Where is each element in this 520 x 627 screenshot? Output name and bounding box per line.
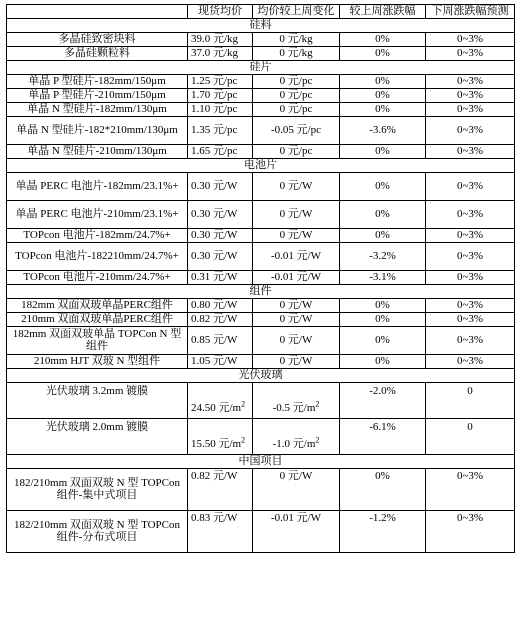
row-change: -0.5 元$/m^2$ <box>253 382 340 418</box>
table-row <box>7 298 515 312</box>
row-price: 1.25 元/pc <box>188 74 253 88</box>
row-forecast: 0 <box>426 418 515 454</box>
row-change: 0 元/W <box>253 172 340 200</box>
row-name: 光伏玻璃 2.0mm 镀膜 <box>7 418 188 454</box>
row-change: 0 元/W <box>253 228 340 242</box>
row-forecast: 0~3% <box>426 144 515 158</box>
row-change: 0 元/W <box>253 298 340 312</box>
row-name: 多晶硅致密块料 <box>7 32 188 46</box>
table-row <box>7 172 515 200</box>
section-header-glass <box>7 368 515 382</box>
row-change: 0 元/kg <box>253 32 340 46</box>
row-name: 182/210mm 双面双玻 N 型 TOPCon 组件-集中式项目 <box>7 468 188 510</box>
row-forecast: 0~3% <box>426 354 515 368</box>
row-name: 210mm 双面双玻单晶PERC组件 <box>7 312 188 326</box>
row-name: 182mm 双面双玻单晶 TOPCon N 型组件 <box>7 326 188 354</box>
row-forecast: 0~3% <box>426 242 515 270</box>
row-pct: -3.1% <box>340 270 426 284</box>
row-forecast: 0~3% <box>426 116 515 144</box>
table-row <box>7 116 515 144</box>
row-change: 0 元/pc <box>253 144 340 158</box>
row-price: 1.35 元/pc <box>188 116 253 144</box>
row-name: 182mm 双面双玻单晶PERC组件 <box>7 298 188 312</box>
table-row <box>7 200 515 228</box>
header-weekly-pct: 较上周涨跌幅 <box>340 5 426 19</box>
section-header-china-projects <box>7 454 515 468</box>
row-price: 0.30 元/W <box>188 242 253 270</box>
section-header-cell <box>7 158 515 172</box>
row-pct: -3.2% <box>340 242 426 270</box>
row-price: 0.82 元/W <box>188 312 253 326</box>
row-change: 0 元/kg <box>253 46 340 60</box>
row-change: 0 元/W <box>253 200 340 228</box>
row-change: 0 元/W <box>253 354 340 368</box>
row-pct: 0% <box>340 74 426 88</box>
row-pct: 0% <box>340 144 426 158</box>
row-price: 0.82 元/W <box>188 468 253 510</box>
table-row <box>7 270 515 284</box>
row-forecast: 0 <box>426 382 515 418</box>
row-change: -0.01 元/W <box>253 510 340 552</box>
row-pct: 0% <box>340 468 426 510</box>
row-pct: 0% <box>340 312 426 326</box>
table-row <box>7 312 515 326</box>
row-change: 0 元/W <box>253 312 340 326</box>
header-forecast: 下周涨跌幅预测 <box>426 5 515 19</box>
row-name: TOPcon 电池片-182mm/24.7%+ <box>7 228 188 242</box>
row-price: 1.10 元/pc <box>188 102 253 116</box>
row-forecast: 0~3% <box>426 270 515 284</box>
row-forecast: 0~3% <box>426 102 515 116</box>
row-name: 单晶 P 型硅片-210mm/150μm <box>7 88 188 102</box>
row-pct: -6.1% <box>340 418 426 454</box>
section-title: 中国项目 <box>7 454 515 468</box>
row-pct: 0% <box>340 46 426 60</box>
row-name: TOPcon 电池片-210mm/24.7%+ <box>7 270 188 284</box>
row-pct: 0% <box>340 354 426 368</box>
row-price: 1.05 元/W <box>188 354 253 368</box>
row-price: 0.85 元/W <box>188 326 253 354</box>
row-change: -1.0 元$/m^2$ <box>253 418 340 454</box>
row-price: 1.65 元/pc <box>188 144 253 158</box>
row-forecast: 0~3% <box>426 46 515 60</box>
row-change: -0.05 元/pc <box>253 116 340 144</box>
row-price: 24.50 元$/m^2$ <box>188 382 253 418</box>
row-name: 单晶 N 型硅片-182*210mm/130μm <box>7 116 188 144</box>
row-forecast: 0~3% <box>426 510 515 552</box>
table-row <box>7 354 515 368</box>
row-pct: 0% <box>340 172 426 200</box>
header-weekly-change: 均价较上周变化 <box>253 5 340 19</box>
row-price: 0.31 元/W <box>188 270 253 284</box>
row-pct: -3.6% <box>340 116 426 144</box>
row-change: 0 元/W <box>253 326 340 354</box>
row-pct: 0% <box>340 88 426 102</box>
section-title: 光伏玻璃 <box>7 368 515 382</box>
row-price: 39.0 元/kg <box>188 32 253 46</box>
row-price: 0.30 元/W <box>188 172 253 200</box>
row-change: 0 元/pc <box>253 88 340 102</box>
row-forecast: 0~3% <box>426 298 515 312</box>
section-title: 硅料 <box>7 18 515 32</box>
table-row <box>7 74 515 88</box>
table-row <box>7 228 515 242</box>
row-forecast: 0~3% <box>426 468 515 510</box>
table-row <box>7 418 515 454</box>
table-row <box>7 102 515 116</box>
row-name: 单晶 P 型硅片-182mm/150μm <box>7 74 188 88</box>
header-item <box>7 5 188 19</box>
row-forecast: 0~3% <box>426 74 515 88</box>
row-forecast: 0~3% <box>426 32 515 46</box>
row-name: TOPcon 电池片-182210mm/24.7%+ <box>7 242 188 270</box>
price-table <box>6 4 515 553</box>
row-price: 0.30 元/W <box>188 228 253 242</box>
row-change: 0 元/pc <box>253 102 340 116</box>
row-change: -0.01 元/W <box>253 242 340 270</box>
row-pct: 0% <box>340 326 426 354</box>
row-name: 光伏玻璃 3.2mm 镀膜 <box>7 382 188 418</box>
row-price: 1.70 元/pc <box>188 88 253 102</box>
row-price: 37.0 元/kg <box>188 46 253 60</box>
table-row <box>7 242 515 270</box>
header-row <box>7 5 515 19</box>
row-price: 0.83 元/W <box>188 510 253 552</box>
row-name: 单晶 N 型硅片-182mm/130μm <box>7 102 188 116</box>
row-pct: -1.2% <box>340 510 426 552</box>
row-pct: 0% <box>340 228 426 242</box>
section-header-polysilicon <box>7 18 515 32</box>
row-name: 单晶 N 型硅片-210mm/130μm <box>7 144 188 158</box>
table-row <box>7 468 515 510</box>
row-change: -0.01 元/W <box>253 270 340 284</box>
table-row <box>7 144 515 158</box>
row-price: 15.50 元$/m^2$ <box>188 418 253 454</box>
price-table-container <box>6 4 514 553</box>
row-change: 0 元/W <box>253 468 340 510</box>
section-title: 硅片 <box>7 60 515 74</box>
row-pct: 0% <box>340 200 426 228</box>
header-spot-price: 现货均价 <box>188 5 253 19</box>
row-forecast: 0~3% <box>426 200 515 228</box>
row-forecast: 0~3% <box>426 326 515 354</box>
row-forecast: 0~3% <box>426 172 515 200</box>
table-row <box>7 46 515 60</box>
row-name: 单晶 PERC 电池片-210mm/23.1%+ <box>7 200 188 228</box>
row-price: 0.80 元/W <box>188 298 253 312</box>
row-price: 0.30 元/W <box>188 200 253 228</box>
row-pct: 0% <box>340 298 426 312</box>
table-row <box>7 326 515 354</box>
section-header-wafer <box>7 60 515 74</box>
table-row <box>7 382 515 418</box>
row-forecast: 0~3% <box>426 88 515 102</box>
table-row <box>7 88 515 102</box>
section-title: 电池片 <box>7 158 515 172</box>
row-forecast: 0~3% <box>426 228 515 242</box>
table-row <box>7 510 515 552</box>
row-name: 182/210mm 双面双玻 N 型 TOPCon 组件-分布式项目 <box>7 510 188 552</box>
table-row <box>7 32 515 46</box>
row-forecast: 0~3% <box>426 312 515 326</box>
section-header-module <box>7 284 515 298</box>
row-change: 0 元/pc <box>253 74 340 88</box>
row-name: 单晶 PERC 电池片-182mm/23.1%+ <box>7 172 188 200</box>
row-pct: -2.0% <box>340 382 426 418</box>
section-title: 组件 <box>7 284 515 298</box>
row-name: 多晶硅颗粒料 <box>7 46 188 60</box>
row-pct: 0% <box>340 102 426 116</box>
row-pct: 0% <box>340 32 426 46</box>
row-name: 210mm HJT 双玻 N 型组件 <box>7 354 188 368</box>
